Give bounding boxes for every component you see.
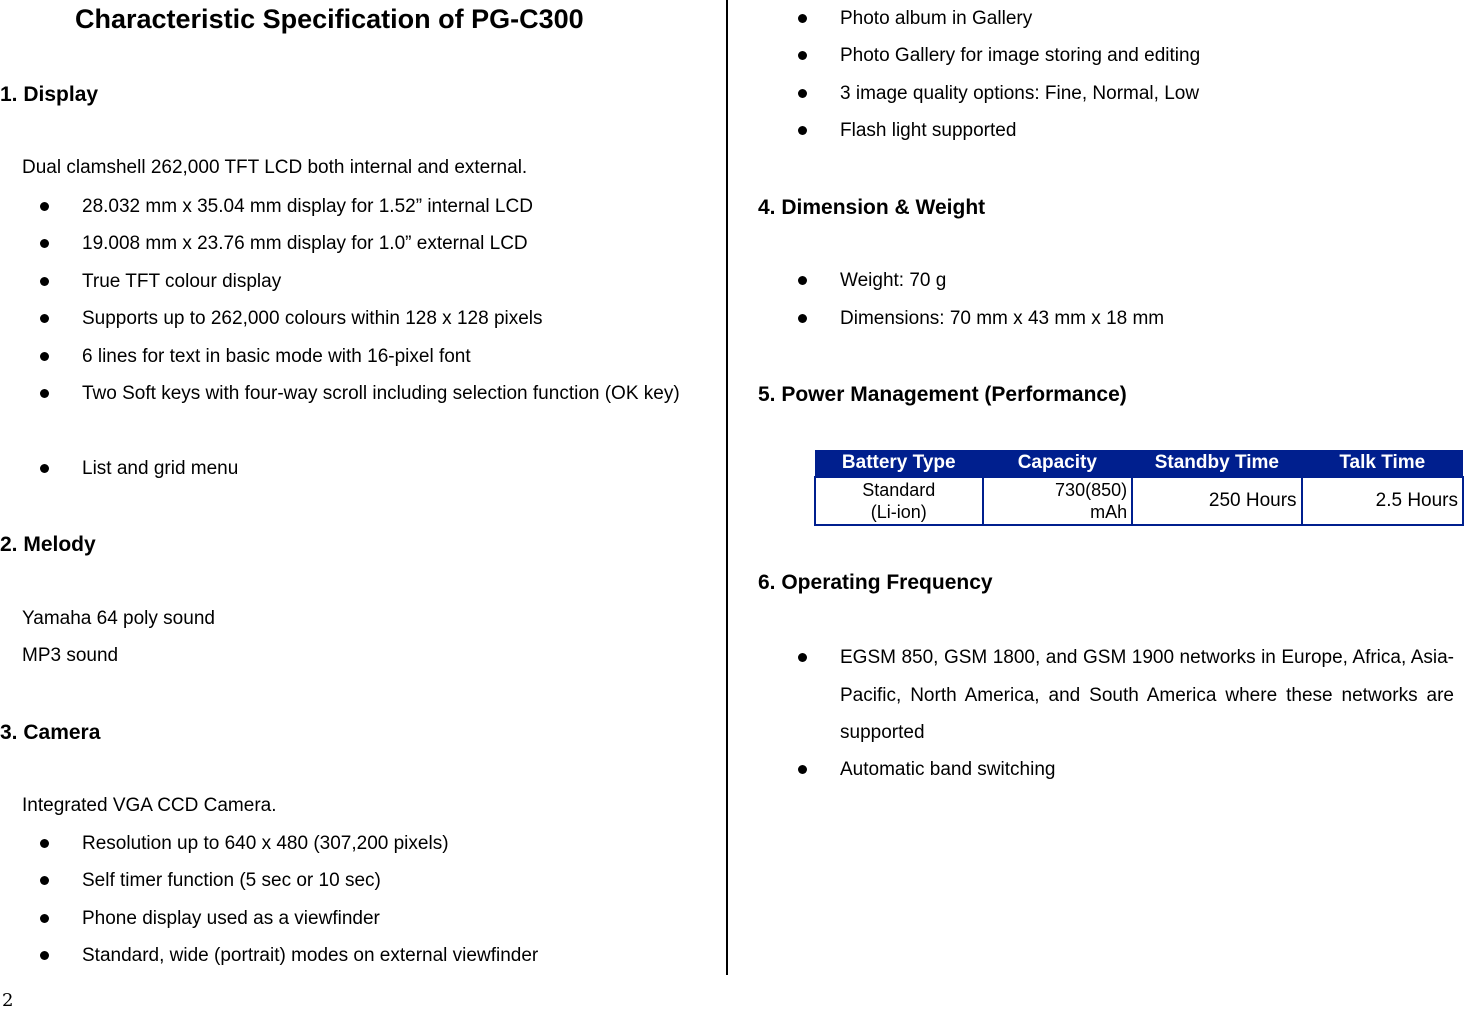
section-heading-display: 1. Display xyxy=(0,83,99,106)
camera-intro: Integrated VGA CCD Camera. xyxy=(22,795,277,816)
bullet-icon xyxy=(40,389,49,398)
melody-line: Yamaha 64 poly sound xyxy=(22,608,215,629)
page-number: 2 xyxy=(2,990,14,1011)
table-cell-standby: 250 Hours xyxy=(1132,477,1301,525)
bullet-icon xyxy=(40,277,49,286)
list-item: Two Soft keys with four-way scroll including selection function (OK key) xyxy=(40,375,700,450)
bullet-icon xyxy=(798,314,807,323)
bullet-icon xyxy=(798,126,807,135)
table-cell-capacity: 730(850) mAh xyxy=(983,477,1133,525)
table-header-cell: Standby Time xyxy=(1132,450,1301,477)
bullet-icon xyxy=(40,839,49,848)
section-heading-dimension: 4. Dimension & Weight xyxy=(758,196,986,219)
bullet-icon xyxy=(40,239,49,248)
bullet-icon xyxy=(40,352,49,361)
melody-line: MP3 sound xyxy=(22,645,119,666)
bullet-icon xyxy=(40,202,49,211)
section-heading-camera: 3. Camera xyxy=(0,721,101,744)
table-row xyxy=(815,477,1463,525)
display-intro: Dual clamshell 262,000 TFT LCD both internal and external. xyxy=(22,157,528,178)
bullet-icon xyxy=(798,653,807,662)
section-heading-power: 5. Power Management (Performance) xyxy=(758,383,1127,406)
table-header-row xyxy=(815,450,1463,477)
bullet-icon xyxy=(40,464,49,473)
battery-table xyxy=(814,450,1464,526)
section-heading-frequency: 6. Operating Frequency xyxy=(758,571,993,594)
bullet-icon xyxy=(40,914,49,923)
table-cell-talk: 2.5 Hours xyxy=(1302,477,1463,525)
bullet-icon xyxy=(798,89,807,98)
bullet-icon xyxy=(798,51,807,60)
list-item: EGSM 850, GSM 1800, and GSM 1900 networks in Europe, Africa, Asia-Pacific, North America, and South America where these networks are supported xyxy=(798,639,1454,752)
section-heading-melody: 2. Melody xyxy=(0,533,96,556)
page-title: Characteristic Specification of PG-C300 xyxy=(75,4,584,34)
bullet-icon xyxy=(798,276,807,285)
table-header-cell: Talk Time xyxy=(1302,450,1463,477)
bullet-icon xyxy=(798,765,807,774)
table-header-cell: Battery Type xyxy=(815,450,983,477)
table-cell-battery-type: Standard (Li-ion) xyxy=(815,477,983,525)
bullet-icon xyxy=(798,14,807,23)
bullet-icon xyxy=(40,951,49,960)
bullet-icon xyxy=(40,876,49,885)
column-divider xyxy=(726,0,728,975)
bullet-icon xyxy=(40,314,49,323)
table-header-cell: Capacity xyxy=(983,450,1133,477)
